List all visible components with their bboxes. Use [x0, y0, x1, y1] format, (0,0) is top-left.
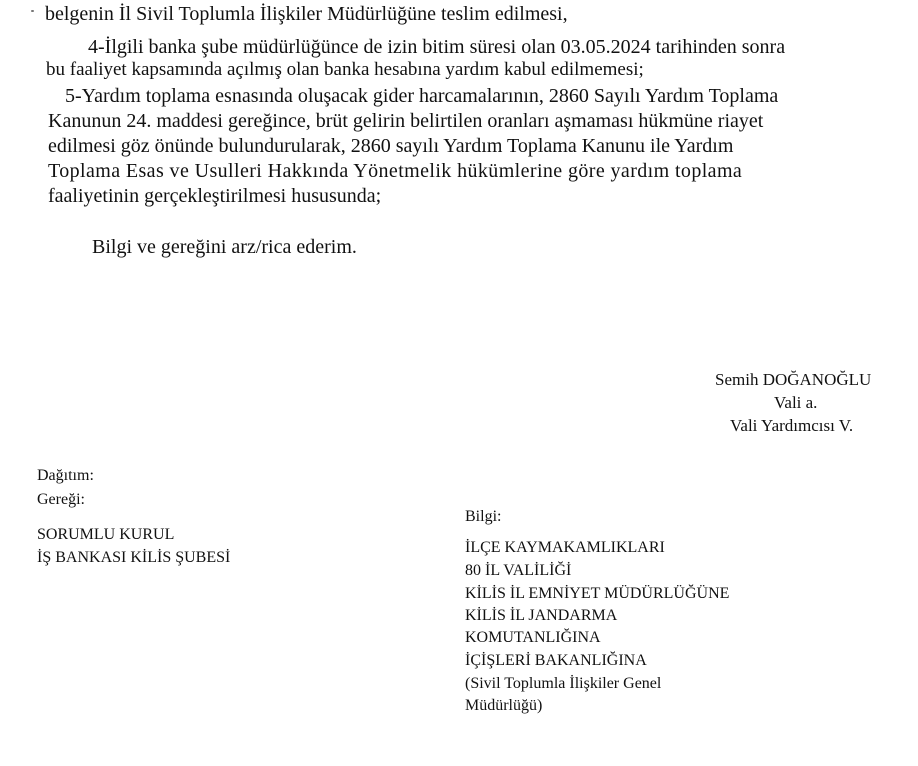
- info-item: Müdürlüğü): [465, 697, 543, 714]
- closing-line: Bilgi ve gereğini arz/rica ederim.: [92, 236, 357, 258]
- item-4-line-1: 4-İlgili banka şube müdürlüğünce de izin bitim süresi olan 03.05.2024 tarihinden sonra: [88, 36, 786, 58]
- signatory-name: Semih DOĞANOĞLU: [715, 370, 872, 389]
- body-line-1: belgenin İl Sivil Toplumla İlişkiler Müdürlüğüne teslim edilmesi,: [45, 3, 568, 25]
- signatory-title-1: Vali a.: [774, 393, 818, 412]
- info-label: Bilgi:: [465, 508, 502, 525]
- info-item: KOMUTANLIĞINA: [465, 629, 601, 646]
- info-item: KİLİS İL EMNİYET MÜDÜRLÜĞÜNE: [465, 585, 730, 602]
- item-5-line-5: faaliyetinin gerçekleştirilmesi hususunda;: [48, 185, 382, 207]
- info-item: (Sivil Toplumla İlişkiler Genel: [465, 675, 662, 692]
- scan-speck: [31, 10, 34, 12]
- item-5-line-4: Toplama Esas ve Usulleri Hakkında Yönetmelik hükümlerine göre yardım toplama: [48, 160, 743, 182]
- action-item: SORUMLU KURUL: [37, 526, 175, 543]
- info-item: 80 İL VALİLİĞİ: [465, 562, 572, 579]
- action-item: İŞ BANKASI KİLİS ŞUBESİ: [37, 549, 231, 566]
- info-item: İÇİŞLERİ BAKANLIĞINA: [465, 652, 647, 669]
- item-5-line-1: 5-Yardım toplama esnasında oluşacak gider harcamalarının, 2860 Sayılı Yardım Toplama: [65, 85, 779, 107]
- info-item: İLÇE KAYMAKAMLIKLARI: [465, 539, 665, 556]
- item-5-line-2: Kanunun 24. maddesi gereğince, brüt gelirin belirtilen oranları aşmaması hükmüne riayet: [48, 110, 764, 132]
- distribution-heading: Dağıtım:: [37, 467, 94, 484]
- info-item: KİLİS İL JANDARMA: [465, 607, 618, 624]
- item-5-line-3: edilmesi göz önünde bulundurularak, 2860 sayılı Yardım Toplama Kanunu ile Yardım: [48, 135, 734, 157]
- item-4-line-2: bu faaliyet kapsamında açılmış olan banka hesabına yardım kabul edilmemesi;: [46, 59, 644, 80]
- signatory-title-2: Vali Yardımcısı V.: [730, 416, 854, 435]
- action-label: Gereği:: [37, 491, 85, 508]
